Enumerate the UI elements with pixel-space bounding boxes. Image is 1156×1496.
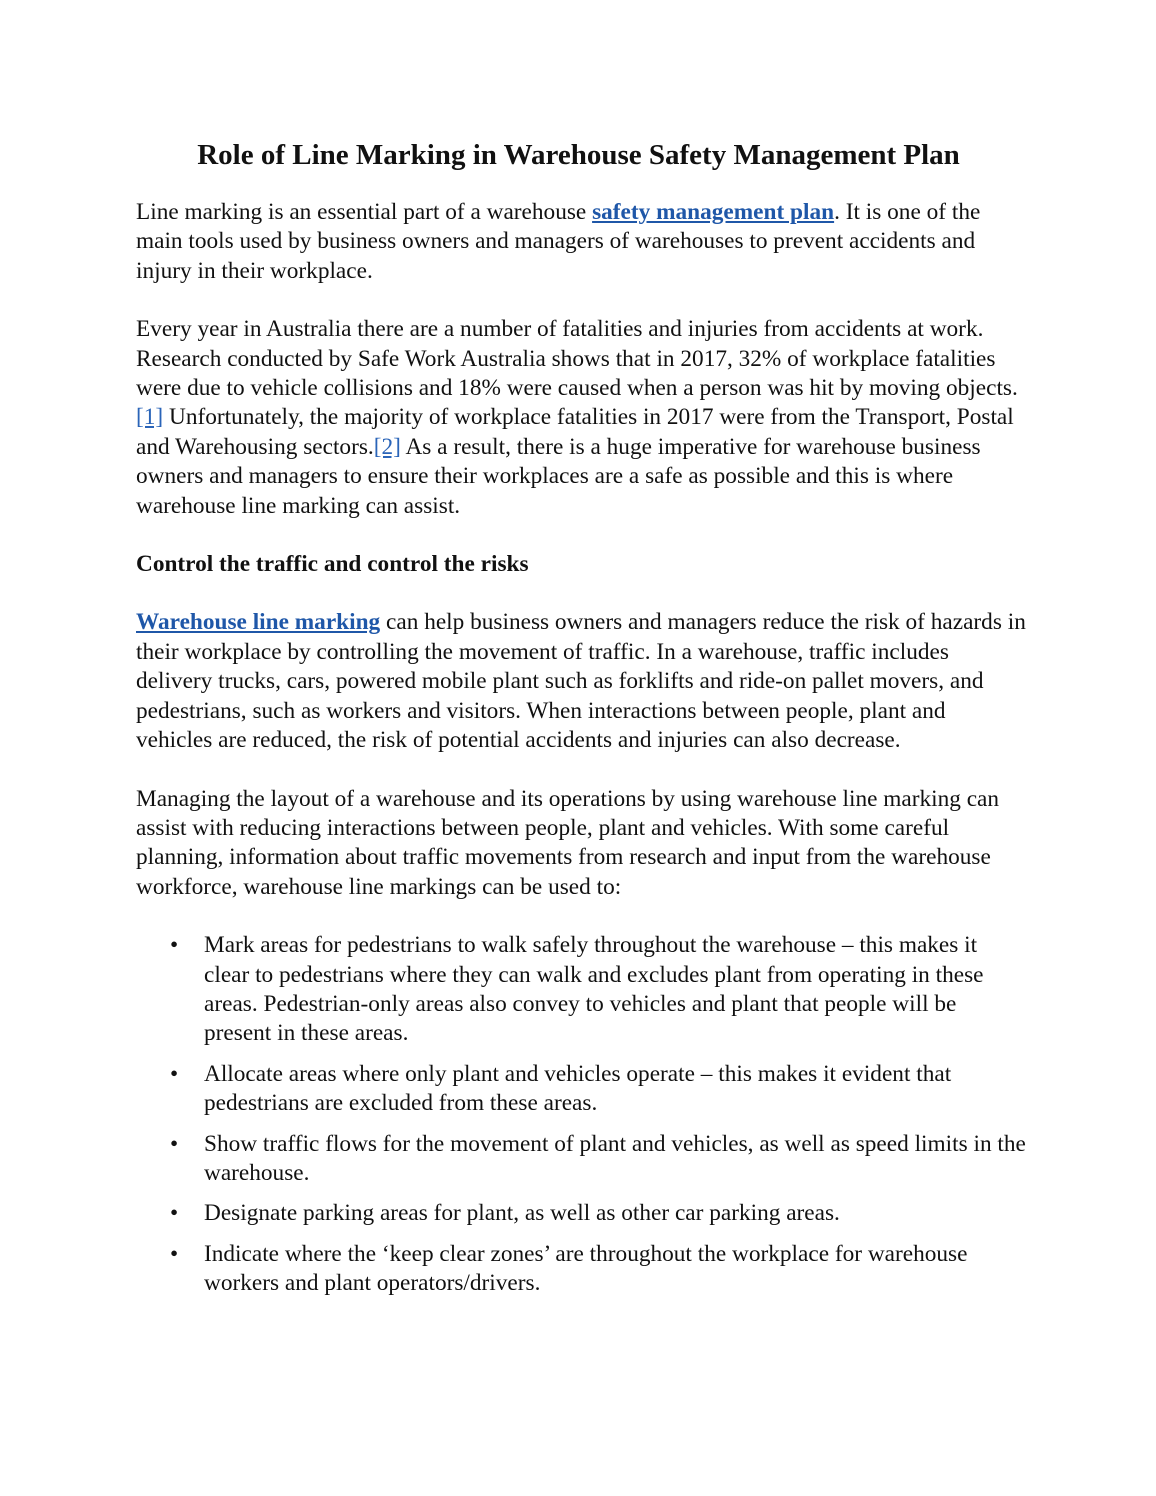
bullet-icon: • (170, 1200, 179, 1227)
statistics-paragraph (136, 315, 1026, 521)
list-item (136, 1060, 1026, 1119)
document-title: Role of Line Marking in Warehouse Safety Management Plan (197, 139, 960, 171)
intro-text-after: . It is one of the main tools used by business owners and managers of warehouses to prevent accidents and injury in their workplace. (136, 199, 981, 284)
bullet-icon: • (170, 1060, 179, 1087)
layout-paragraph: Managing the layout of a warehouse and its operations by using warehouse line marking can assist with reducing interactions between people, plant and vehicles. With some careful planning, information about traffic movements from research and input from the warehouse workforce, warehouse line markings can be used to: (136, 785, 1000, 900)
bullet-icon: • (170, 932, 179, 959)
list-item (136, 1199, 1026, 1228)
list-item-text: Mark areas for pedestrians to walk safely throughout the warehouse – this makes it clear to pedestrians where they can walk and excludes plant from operating in these areas. Pedestrian-only areas also convey to vehicles and plant that people will be present in these areas. (204, 932, 984, 1047)
list-item-text: Designate parking areas for plant, as well as other car parking areas. (204, 1200, 840, 1227)
list-item-text: Allocate areas where only plant and vehicles operate – this makes it evident that pedestrians are excluded from these areas. (204, 1060, 952, 1117)
intro-text-before: Line marking is an essential part of a warehouse (136, 199, 593, 225)
paragraph-spacer (136, 286, 1026, 315)
traffic-text: can help business owners and managers reduce the risk of hazards in their workplace by controlling the movement of traffic. In a warehouse, traffic includes delivery trucks, cars, powered mobile plant such as forklifts and ride-on pallet movers, and pedestrians, such as workers and visitors. When interactions between people, plant and vehicles are reduced, the risk of potential accidents and injuries can also decrease. (136, 609, 1026, 754)
footnote-ref-2[interactable]: [2] (373, 433, 401, 460)
bullet-icon: • (170, 1240, 179, 1267)
paragraph-spacer (136, 756, 1026, 785)
paragraph-spacer (136, 579, 1026, 608)
statistics-text-3: As a result, there is a huge imperative for warehouse business owners and managers to ensure their workplaces are a safe as possible and this is where warehouse line marking can assist. (136, 433, 981, 519)
bullet-icon: • (170, 1130, 179, 1157)
list-item-text: Indicate where the ‘keep clear zones’ are throughout the workplace for warehouse workers and plant operators/drivers. (204, 1240, 968, 1297)
paragraph-spacer (136, 902, 1026, 931)
statistics-text-2: Unfortunately, the majority of workplace fatalities in 2017 were from the Transport, Postal and Warehousing sectors. (136, 404, 1014, 460)
bullet-list (136, 931, 1026, 1298)
list-item (136, 1240, 1026, 1299)
traffic-paragraph (136, 608, 1026, 755)
section-heading: Control the traffic and control the risks (136, 551, 529, 578)
statistics-text-1: Every year in Australia there are a number of fatalities and injuries from accidents at work. Research conducted by Safe Work Australia shows that in 2017, 32% of workplace fatalities were due to vehicle collisions and 18% were caused when a person was hit by moving objects. (136, 316, 1018, 402)
warehouse-line-marking-link[interactable]: Warehouse line marking (136, 609, 381, 636)
intro-paragraph (136, 198, 1026, 286)
list-item-text: Show traffic flows for the movement of plant and vehicles, as well as speed limits in the warehouse. (204, 1130, 1026, 1186)
safety-management-plan-link[interactable]: safety management plan (592, 199, 835, 225)
footnote-ref-1[interactable]: [1] (136, 404, 164, 431)
list-item (136, 931, 1026, 1049)
paragraph-spacer (136, 521, 1026, 550)
document-page (136, 137, 1026, 1310)
list-item (136, 1130, 1026, 1189)
